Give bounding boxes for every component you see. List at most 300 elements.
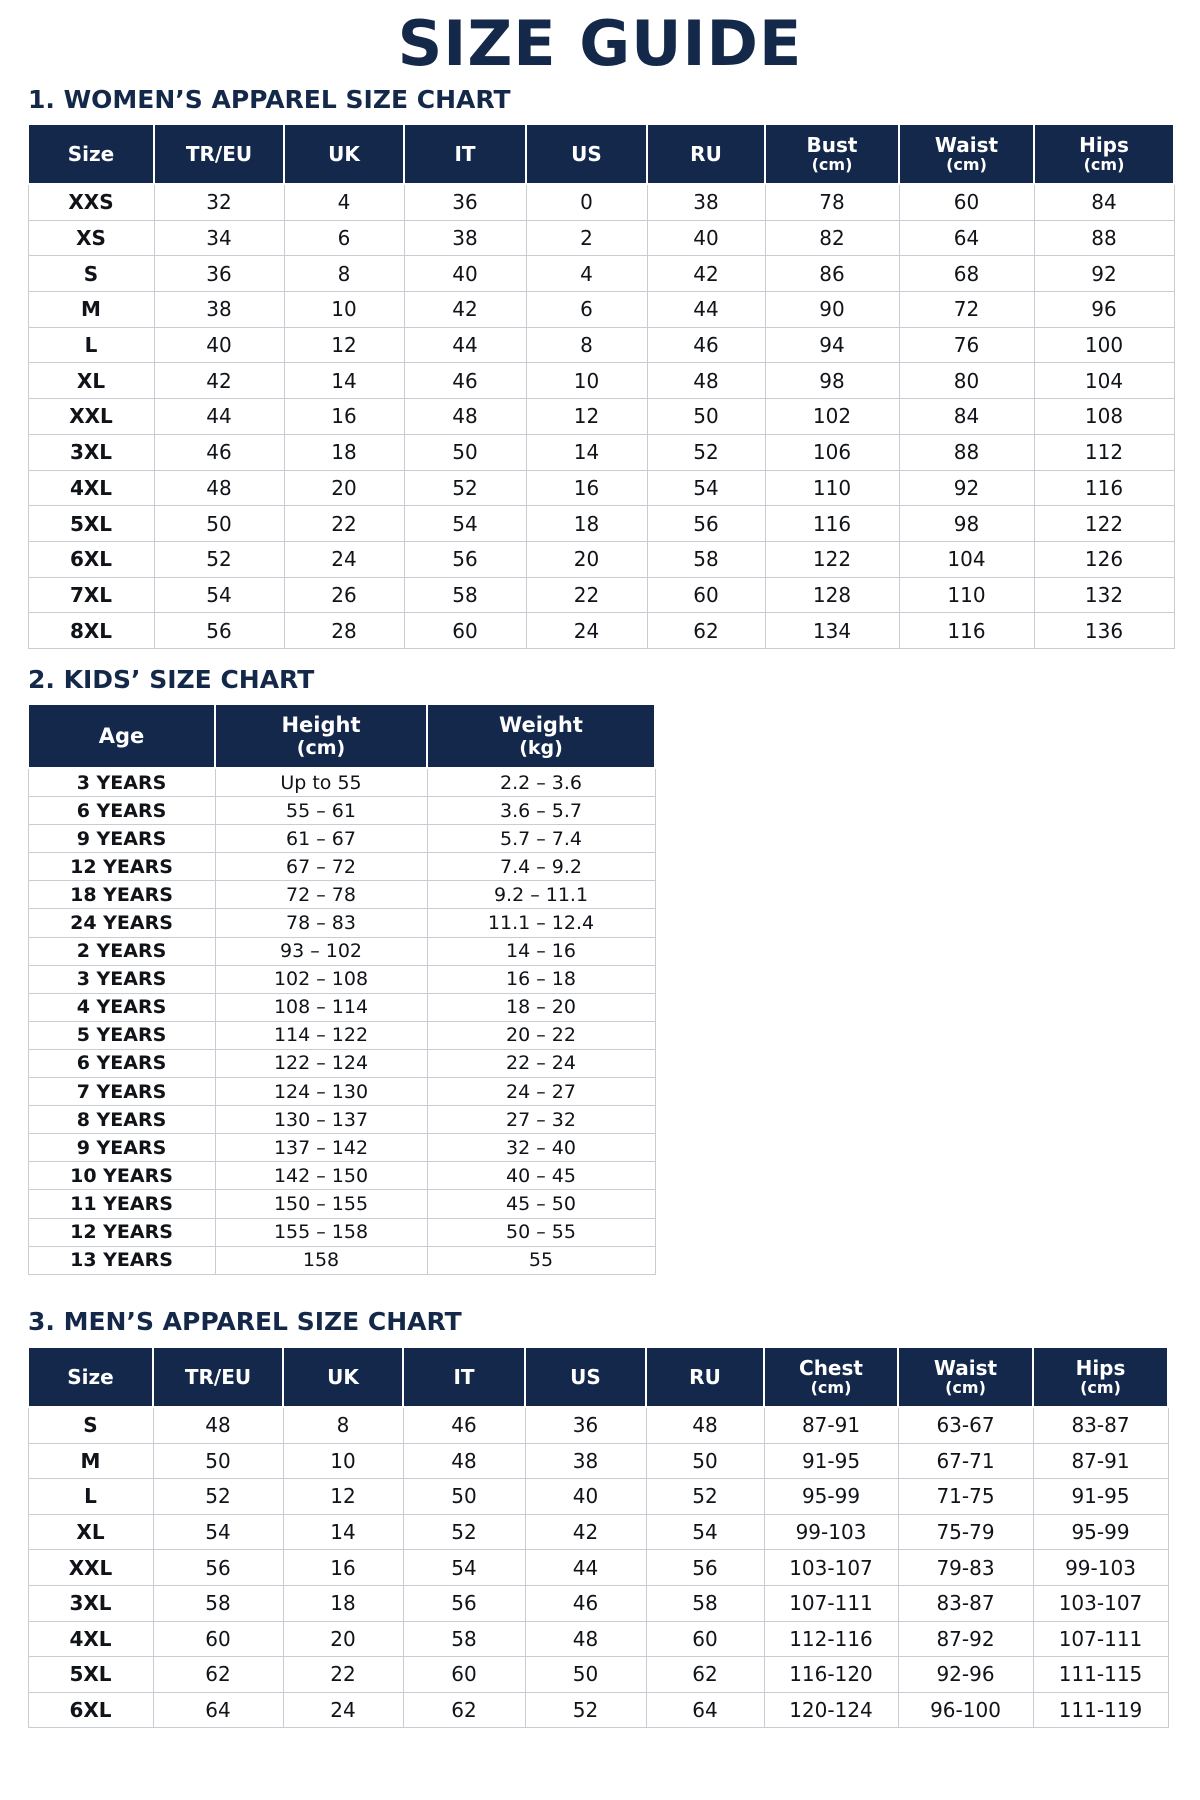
table-cell: 48	[525, 1621, 646, 1657]
table-cell: 67 – 72	[215, 853, 427, 881]
table-cell: 64	[646, 1692, 764, 1728]
table-cell: 44	[525, 1550, 646, 1586]
table-cell: 79-83	[898, 1550, 1033, 1586]
table-row	[28, 1190, 655, 1218]
table-cell: 48	[153, 1407, 283, 1443]
table-cell: 52	[647, 434, 765, 470]
column-header-label: TR/EU	[184, 1365, 252, 1389]
kids-header-row	[28, 704, 655, 768]
table-cell: 88	[899, 434, 1034, 470]
table-cell: 52	[525, 1692, 646, 1728]
row-label-cell: 8 YEARS	[28, 1106, 215, 1134]
kids-size-table	[27, 703, 656, 1275]
table-cell: 14	[284, 363, 404, 399]
table-cell: 20	[284, 470, 404, 506]
table-cell: 107-111	[1033, 1621, 1168, 1657]
table-cell: 48	[647, 363, 765, 399]
table-cell: 60	[403, 1657, 525, 1693]
row-label-cell: L	[28, 327, 154, 363]
table-cell: 48	[403, 1443, 525, 1479]
table-row	[28, 292, 1174, 328]
table-cell: 90	[765, 292, 899, 328]
table-cell: 91-95	[764, 1443, 898, 1479]
table-cell: 40	[154, 327, 284, 363]
row-label-cell: L	[28, 1479, 153, 1515]
table-cell: 22	[283, 1657, 403, 1693]
table-cell: 134	[765, 613, 899, 649]
table-cell: 87-91	[764, 1407, 898, 1443]
table-cell: 110	[765, 470, 899, 506]
table-cell: 20	[526, 541, 647, 577]
table-cell: 46	[647, 327, 765, 363]
row-label-cell: 12 YEARS	[28, 853, 215, 881]
table-cell: 6	[284, 220, 404, 256]
table-cell: 8	[526, 327, 647, 363]
table-row	[28, 184, 1174, 220]
table-cell: 34	[154, 220, 284, 256]
table-cell: 38	[404, 220, 526, 256]
table-cell: 54	[403, 1550, 525, 1586]
table-cell: 98	[765, 363, 899, 399]
row-label-cell: 12 YEARS	[28, 1218, 215, 1246]
column-header-label: Waist	[934, 133, 999, 157]
table-row	[28, 1134, 655, 1162]
table-cell: 2.2 – 3.6	[427, 768, 655, 797]
table-cell: 102 – 108	[215, 965, 427, 993]
table-cell: 44	[647, 292, 765, 328]
table-cell: 124 – 130	[215, 1078, 427, 1106]
table-cell: 28	[284, 613, 404, 649]
table-cell: 67-71	[898, 1443, 1033, 1479]
table-cell: Up to 55	[215, 768, 427, 797]
column-header	[153, 1347, 283, 1407]
table-cell: 10	[526, 363, 647, 399]
table-cell: 80	[899, 363, 1034, 399]
column-header	[525, 1347, 646, 1407]
column-header-label: IT	[453, 1365, 475, 1389]
table-cell: 108	[1034, 399, 1174, 435]
column-header	[898, 1347, 1033, 1407]
table-cell: 93 – 102	[215, 937, 427, 965]
table-cell: 36	[404, 184, 526, 220]
table-row	[28, 768, 655, 797]
row-label-cell: 7XL	[28, 577, 154, 613]
table-cell: 50	[647, 399, 765, 435]
table-cell: 36	[525, 1407, 646, 1443]
table-cell: 55	[427, 1246, 655, 1274]
table-row	[28, 797, 655, 825]
row-label-cell: 6XL	[28, 541, 154, 577]
column-header	[28, 124, 154, 184]
table-cell: 126	[1034, 541, 1174, 577]
table-cell: 92-96	[898, 1657, 1033, 1693]
table-cell: 42	[647, 256, 765, 292]
column-header	[28, 1347, 153, 1407]
table-cell: 48	[404, 399, 526, 435]
row-label-cell: M	[28, 292, 154, 328]
row-label-cell: 5 YEARS	[28, 1021, 215, 1049]
column-header	[899, 124, 1034, 184]
column-header-label: US	[571, 142, 602, 166]
table-cell: 107-111	[764, 1585, 898, 1621]
table-cell: 14	[283, 1514, 403, 1550]
column-header	[526, 124, 647, 184]
table-cell: 44	[154, 399, 284, 435]
table-row	[28, 220, 1174, 256]
table-cell: 38	[525, 1443, 646, 1479]
table-cell: 94	[765, 327, 899, 363]
table-cell: 62	[647, 613, 765, 649]
table-row	[28, 1078, 655, 1106]
table-cell: 76	[899, 327, 1034, 363]
table-cell: 116	[1034, 470, 1174, 506]
table-row	[28, 1021, 655, 1049]
table-row	[28, 577, 1174, 613]
table-row	[28, 506, 1174, 542]
column-header-label: RU	[690, 142, 722, 166]
table-cell: 56	[153, 1550, 283, 1586]
row-label-cell: 18 YEARS	[28, 881, 215, 909]
table-row	[28, 1246, 655, 1274]
table-cell: 88	[1034, 220, 1174, 256]
row-label-cell: 3XL	[28, 1585, 153, 1621]
women-section-title: 1. WOMEN’S APPAREL SIZE CHART	[28, 85, 511, 114]
table-row	[28, 541, 1174, 577]
table-cell: 150 – 155	[215, 1190, 427, 1218]
table-cell: 78	[765, 184, 899, 220]
row-label-cell: 24 YEARS	[28, 909, 215, 937]
column-header-label: Size	[67, 1365, 114, 1389]
table-cell: 56	[646, 1550, 764, 1586]
table-cell: 22	[526, 577, 647, 613]
table-cell: 87-92	[898, 1621, 1033, 1657]
table-cell: 104	[1034, 363, 1174, 399]
column-header	[28, 704, 215, 768]
table-cell: 4	[526, 256, 647, 292]
table-row	[28, 937, 655, 965]
table-row	[28, 399, 1174, 435]
column-header-label: Bust	[806, 133, 858, 157]
column-header	[764, 1347, 898, 1407]
table-cell: 96	[1034, 292, 1174, 328]
column-header	[1033, 1347, 1168, 1407]
table-cell: 87-91	[1033, 1443, 1168, 1479]
table-cell: 71-75	[898, 1479, 1033, 1515]
column-header	[215, 704, 427, 768]
table-cell: 92	[1034, 256, 1174, 292]
table-cell: 10	[284, 292, 404, 328]
table-cell: 95-99	[1033, 1514, 1168, 1550]
table-cell: 16	[283, 1550, 403, 1586]
table-cell: 122	[765, 541, 899, 577]
women-size-table	[27, 123, 1175, 649]
table-row	[28, 434, 1174, 470]
table-cell: 32	[154, 184, 284, 220]
table-row	[28, 1049, 655, 1077]
table-cell: 130 – 137	[215, 1106, 427, 1134]
row-label-cell: 9 YEARS	[28, 825, 215, 853]
table-cell: 95-99	[764, 1479, 898, 1515]
column-header-unit: (cm)	[810, 1378, 852, 1397]
table-cell: 111-119	[1033, 1692, 1168, 1728]
table-cell: 24	[284, 541, 404, 577]
table-cell: 52	[153, 1479, 283, 1515]
row-label-cell: 6 YEARS	[28, 797, 215, 825]
table-cell: 50	[404, 434, 526, 470]
table-cell: 42	[154, 363, 284, 399]
table-cell: 20	[283, 1621, 403, 1657]
table-cell: 63-67	[898, 1407, 1033, 1443]
table-cell: 52	[154, 541, 284, 577]
table-cell: 62	[153, 1657, 283, 1693]
table-cell: 116-120	[764, 1657, 898, 1693]
table-cell: 56	[154, 613, 284, 649]
column-header-label: TR/EU	[185, 142, 253, 166]
table-cell: 16	[526, 470, 647, 506]
table-cell: 12	[284, 327, 404, 363]
table-cell: 50	[403, 1479, 525, 1515]
table-cell: 8	[284, 256, 404, 292]
column-header	[283, 1347, 403, 1407]
column-header	[765, 124, 899, 184]
table-cell: 46	[404, 363, 526, 399]
table-cell: 7.4 – 9.2	[427, 853, 655, 881]
table-cell: 55 – 61	[215, 797, 427, 825]
table-cell: 14	[526, 434, 647, 470]
table-cell: 99-103	[764, 1514, 898, 1550]
table-cell: 99-103	[1033, 1550, 1168, 1586]
table-cell: 14 – 16	[427, 937, 655, 965]
table-cell: 60	[153, 1621, 283, 1657]
row-label-cell: XL	[28, 363, 154, 399]
table-cell: 8	[283, 1407, 403, 1443]
table-cell: 12	[283, 1479, 403, 1515]
table-cell: 56	[403, 1585, 525, 1621]
table-row	[28, 1106, 655, 1134]
table-cell: 6	[526, 292, 647, 328]
table-cell: 42	[525, 1514, 646, 1550]
table-cell: 18 – 20	[427, 993, 655, 1021]
row-label-cell: 2 YEARS	[28, 937, 215, 965]
table-cell: 52	[646, 1479, 764, 1515]
column-header-label: Height	[281, 713, 361, 737]
table-cell: 50	[646, 1443, 764, 1479]
table-cell: 24 – 27	[427, 1078, 655, 1106]
table-cell: 54	[404, 506, 526, 542]
table-cell: 106	[765, 434, 899, 470]
table-cell: 102	[765, 399, 899, 435]
table-cell: 155 – 158	[215, 1218, 427, 1246]
table-cell: 58	[646, 1585, 764, 1621]
men-table-body	[28, 1407, 1168, 1728]
table-cell: 46	[154, 434, 284, 470]
column-header-label: RU	[689, 1365, 721, 1389]
row-label-cell: 6 YEARS	[28, 1049, 215, 1077]
table-cell: 83-87	[898, 1585, 1033, 1621]
table-cell: 0	[526, 184, 647, 220]
table-cell: 100	[1034, 327, 1174, 363]
table-cell: 111-115	[1033, 1657, 1168, 1693]
women-table-body	[28, 184, 1174, 648]
table-cell: 122 – 124	[215, 1049, 427, 1077]
table-cell: 114 – 122	[215, 1021, 427, 1049]
table-row	[28, 825, 655, 853]
table-cell: 45 – 50	[427, 1190, 655, 1218]
table-cell: 108 – 114	[215, 993, 427, 1021]
table-cell: 84	[899, 399, 1034, 435]
table-cell: 24	[526, 613, 647, 649]
table-cell: 158	[215, 1246, 427, 1274]
row-label-cell: 5XL	[28, 506, 154, 542]
table-cell: 103-107	[764, 1550, 898, 1586]
table-cell: 5.7 – 7.4	[427, 825, 655, 853]
table-row	[28, 470, 1174, 506]
table-cell: 132	[1034, 577, 1174, 613]
table-cell: 40	[404, 256, 526, 292]
table-cell: 60	[646, 1621, 764, 1657]
table-row	[28, 1585, 1168, 1621]
table-cell: 48	[646, 1407, 764, 1443]
table-cell: 27 – 32	[427, 1106, 655, 1134]
table-cell: 12	[526, 399, 647, 435]
table-cell: 72	[899, 292, 1034, 328]
column-header-unit: (cm)	[1083, 155, 1125, 174]
table-cell: 61 – 67	[215, 825, 427, 853]
table-cell: 68	[899, 256, 1034, 292]
table-cell: 142 – 150	[215, 1162, 427, 1190]
table-cell: 83-87	[1033, 1407, 1168, 1443]
row-label-cell: 9 YEARS	[28, 1134, 215, 1162]
table-row	[28, 1162, 655, 1190]
column-header-label: IT	[454, 142, 476, 166]
table-cell: 50	[153, 1443, 283, 1479]
men-header-row	[28, 1347, 1168, 1407]
women-header-row	[28, 124, 1174, 184]
table-cell: 122	[1034, 506, 1174, 542]
table-row	[28, 853, 655, 881]
column-header-label: Weight	[499, 713, 583, 737]
table-cell: 86	[765, 256, 899, 292]
kids-table-body	[28, 768, 655, 1274]
column-header-unit: (cm)	[296, 737, 346, 759]
row-label-cell: 7 YEARS	[28, 1078, 215, 1106]
table-cell: 22	[284, 506, 404, 542]
column-header-label: UK	[327, 1365, 359, 1389]
table-cell: 103-107	[1033, 1585, 1168, 1621]
table-cell: 58	[403, 1621, 525, 1657]
row-label-cell: 3 YEARS	[28, 965, 215, 993]
table-cell: 46	[403, 1407, 525, 1443]
table-cell: 54	[647, 470, 765, 506]
table-cell: 116	[899, 613, 1034, 649]
table-row	[28, 1407, 1168, 1443]
table-cell: 91-95	[1033, 1479, 1168, 1515]
table-cell: 54	[153, 1514, 283, 1550]
page-title: SIZE GUIDE	[397, 7, 803, 80]
column-header	[284, 124, 404, 184]
table-row	[28, 256, 1174, 292]
table-cell: 96-100	[898, 1692, 1033, 1728]
table-cell: 60	[899, 184, 1034, 220]
column-header	[646, 1347, 764, 1407]
table-row	[28, 363, 1174, 399]
table-cell: 40 – 45	[427, 1162, 655, 1190]
table-row	[28, 1550, 1168, 1586]
table-cell: 116	[765, 506, 899, 542]
column-header	[1034, 124, 1174, 184]
row-label-cell: 10 YEARS	[28, 1162, 215, 1190]
men-section-title: 3. MEN’S APPAREL SIZE CHART	[28, 1307, 462, 1336]
table-cell: 11.1 – 12.4	[427, 909, 655, 937]
table-cell: 112-116	[764, 1621, 898, 1657]
row-label-cell: XXS	[28, 184, 154, 220]
table-cell: 104	[899, 541, 1034, 577]
table-row	[28, 993, 655, 1021]
column-header-label: Chest	[799, 1356, 863, 1380]
table-cell: 26	[284, 577, 404, 613]
column-header	[154, 124, 284, 184]
table-cell: 10	[283, 1443, 403, 1479]
table-cell: 32 – 40	[427, 1134, 655, 1162]
table-cell: 60	[647, 577, 765, 613]
table-cell: 22 – 24	[427, 1049, 655, 1077]
table-cell: 48	[154, 470, 284, 506]
table-cell: 54	[646, 1514, 764, 1550]
table-cell: 64	[153, 1692, 283, 1728]
table-cell: 50	[154, 506, 284, 542]
column-header-label: UK	[328, 142, 360, 166]
table-cell: 18	[283, 1585, 403, 1621]
table-row	[28, 613, 1174, 649]
table-cell: 3.6 – 5.7	[427, 797, 655, 825]
table-row	[28, 881, 655, 909]
table-cell: 16 – 18	[427, 965, 655, 993]
table-cell: 18	[284, 434, 404, 470]
table-cell: 98	[899, 506, 1034, 542]
column-header-label: Hips	[1079, 133, 1129, 157]
table-cell: 58	[647, 541, 765, 577]
table-cell: 36	[154, 256, 284, 292]
table-cell: 24	[283, 1692, 403, 1728]
table-cell: 40	[525, 1479, 646, 1515]
table-cell: 62	[403, 1692, 525, 1728]
table-cell: 112	[1034, 434, 1174, 470]
table-cell: 92	[899, 470, 1034, 506]
table-cell: 4	[284, 184, 404, 220]
row-label-cell: 11 YEARS	[28, 1190, 215, 1218]
column-header-unit: (cm)	[811, 155, 853, 174]
table-cell: 42	[404, 292, 526, 328]
table-cell: 52	[403, 1514, 525, 1550]
row-label-cell: XL	[28, 1514, 153, 1550]
table-cell: 38	[647, 184, 765, 220]
table-cell: 40	[647, 220, 765, 256]
table-row	[28, 1218, 655, 1246]
column-header-label: US	[570, 1365, 601, 1389]
table-cell: 82	[765, 220, 899, 256]
column-header-unit: (cm)	[946, 155, 987, 174]
column-header	[403, 1347, 525, 1407]
kids-section-title: 2. KIDS’ SIZE CHART	[28, 665, 315, 694]
table-row	[28, 1443, 1168, 1479]
row-label-cell: S	[28, 256, 154, 292]
table-cell: 110	[899, 577, 1034, 613]
table-cell: 9.2 – 11.1	[427, 881, 655, 909]
table-cell: 52	[404, 470, 526, 506]
column-header	[404, 124, 526, 184]
table-row	[28, 1692, 1168, 1728]
table-cell: 75-79	[898, 1514, 1033, 1550]
